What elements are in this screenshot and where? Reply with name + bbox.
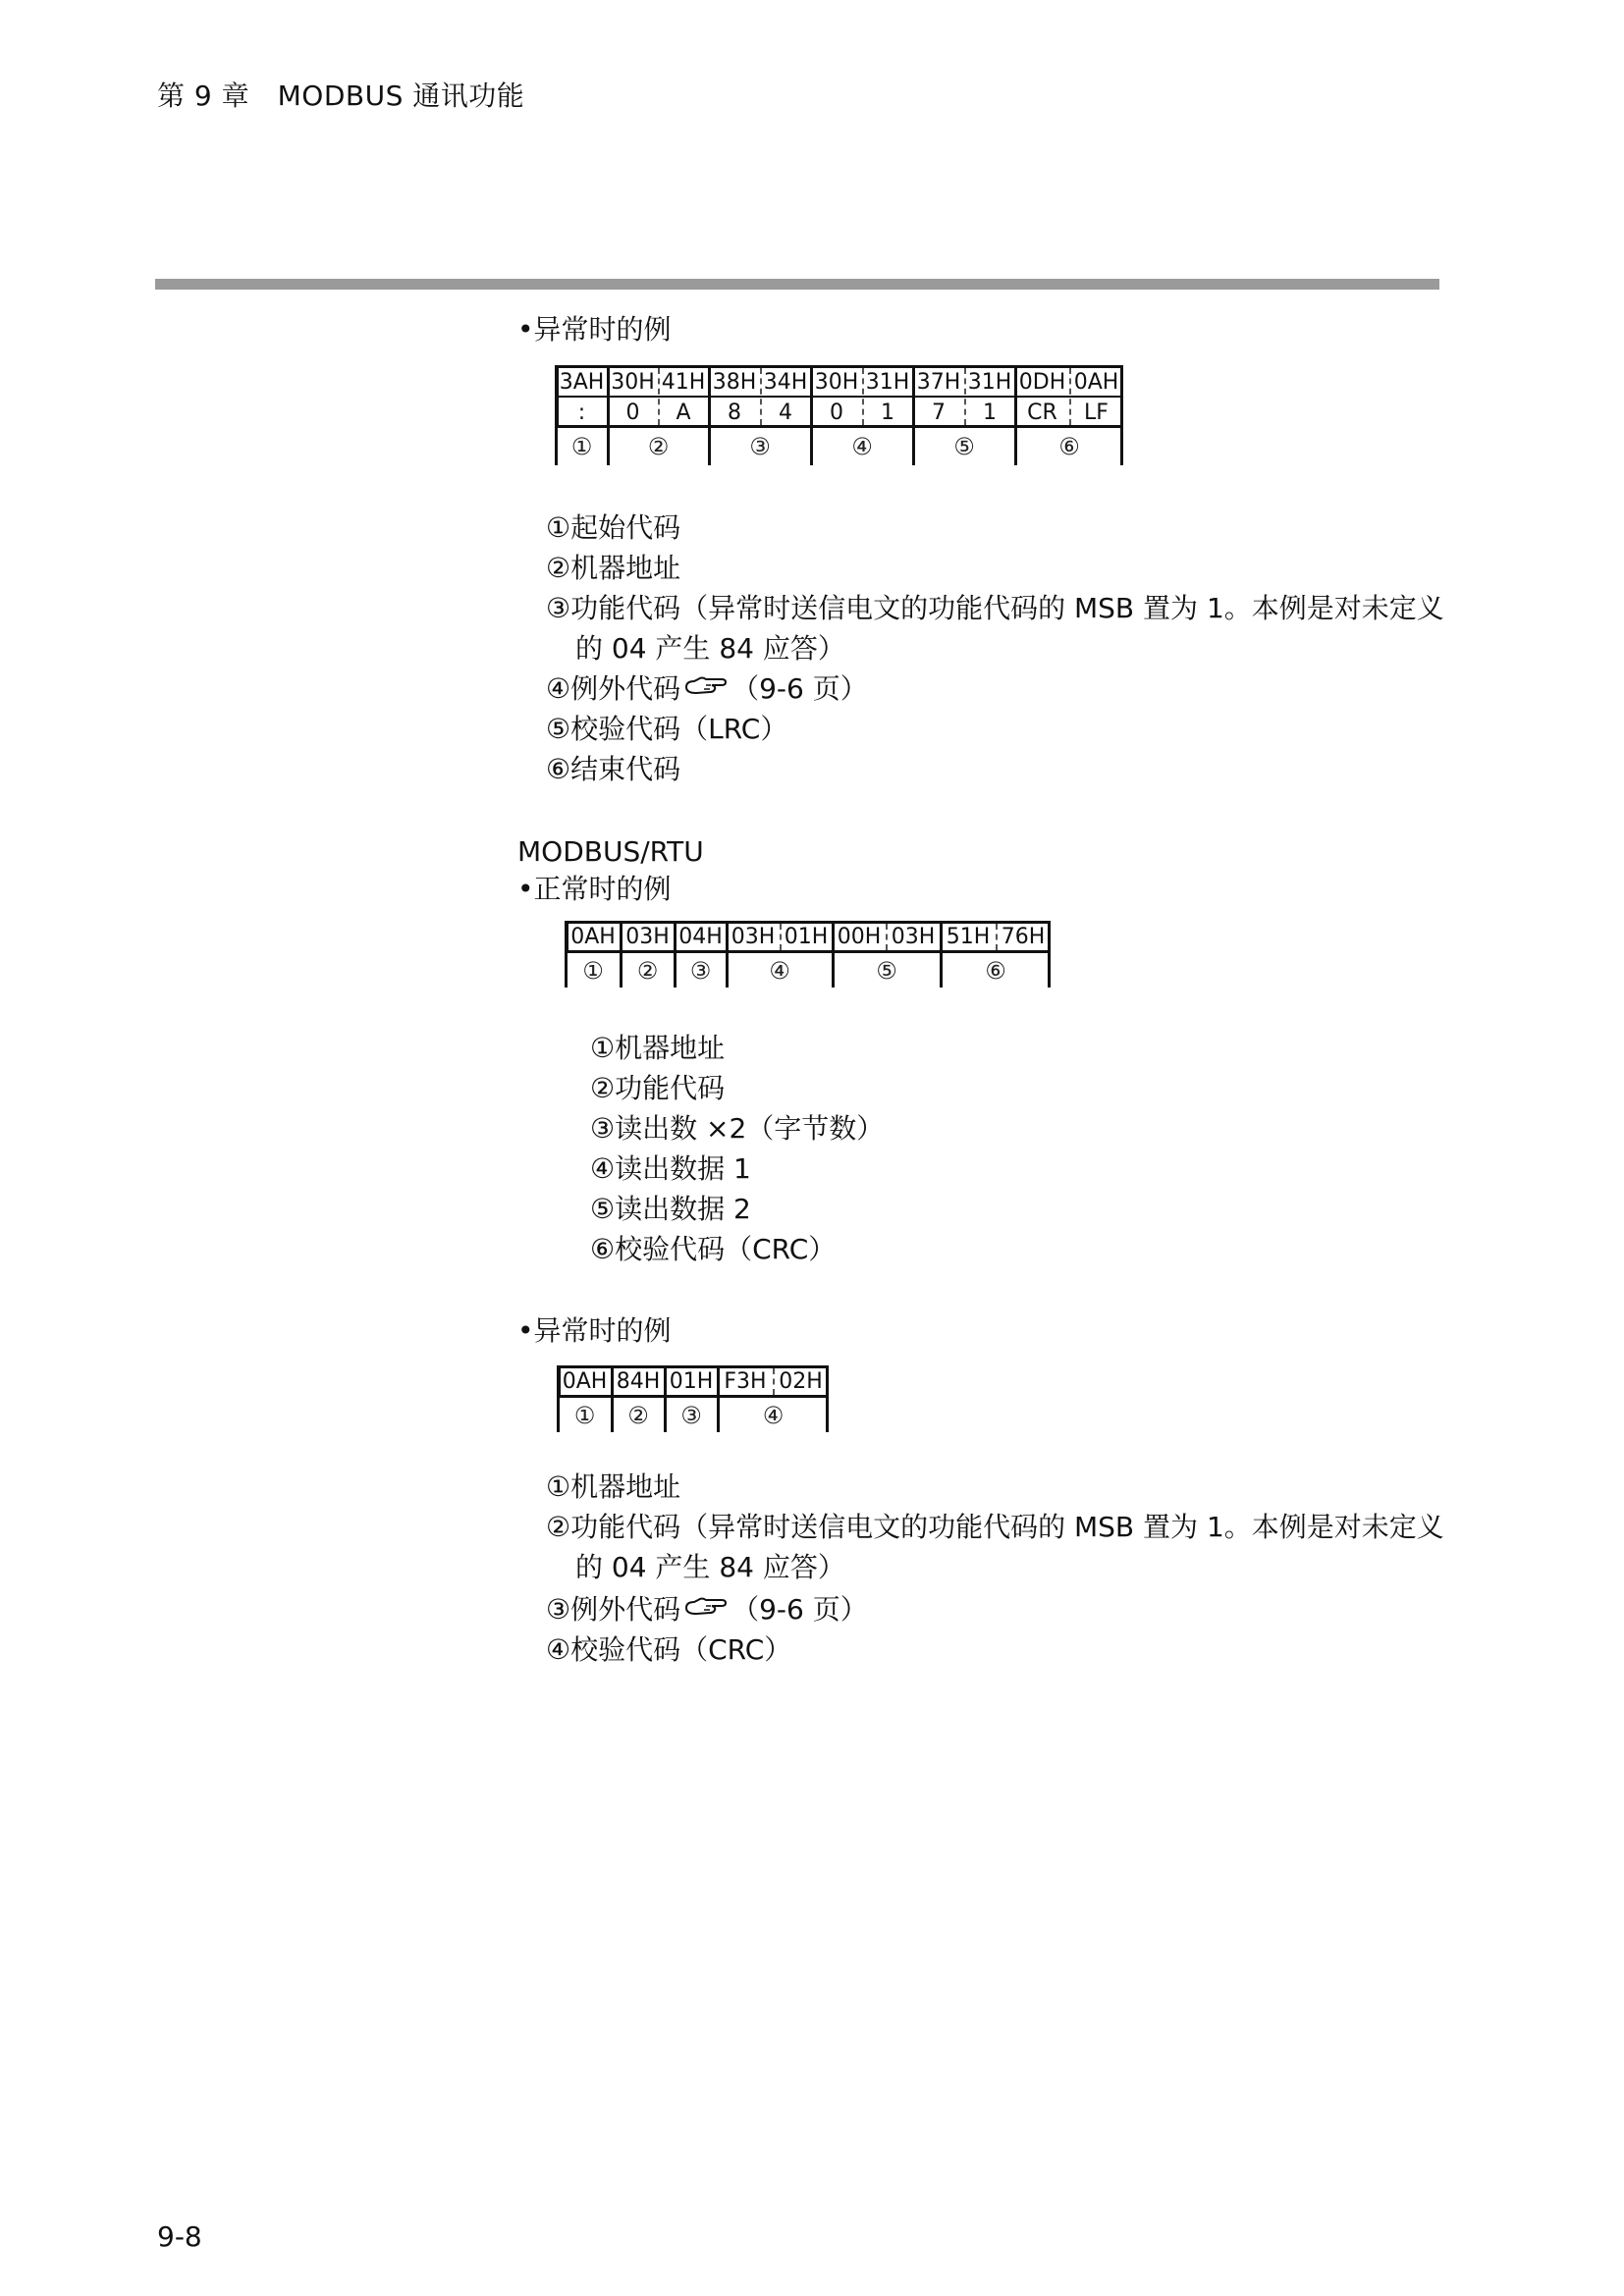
ascii-char-cell: 0 xyxy=(830,400,843,425)
legend-item: ④校验代码（CRC） xyxy=(546,1633,792,1666)
ascii-char-cell: 0 xyxy=(625,400,640,425)
ascii-hex-cell: 30H xyxy=(611,369,655,395)
frame-mark: ② xyxy=(627,1401,649,1429)
ascii-char-cell: 4 xyxy=(779,400,792,425)
ascii-char-cell: A xyxy=(676,400,691,425)
legend-item: ③读出数 ×2（字节数） xyxy=(590,1112,885,1145)
rtu-error-hex-cell: F3H xyxy=(724,1369,767,1394)
rtu-error-hex-cell: 0AH xyxy=(562,1369,608,1394)
rtu-hex-cell: 00H xyxy=(837,925,882,949)
legend-item: ⑤读出数据 2 xyxy=(590,1193,751,1225)
legend-item-with-ref: ④例外代码 （9-6 页） xyxy=(546,669,868,710)
frame-mark: ⑤ xyxy=(953,433,975,460)
rtu-error-hex-cell: 02H xyxy=(779,1369,823,1394)
frame-mark: ③ xyxy=(680,1401,702,1429)
legend-item: ③功能代码（异常时送信电文的功能代码的 MSB 置为 1。本例是对未定义 xyxy=(546,592,1444,624)
ascii-error-title: •异常时的例 xyxy=(517,313,672,346)
pointing-hand-icon xyxy=(684,670,728,710)
ascii-hex-cell: 0DH xyxy=(1018,369,1066,395)
legend-item: ⑥结束代码 xyxy=(546,753,681,785)
legend-item: ⑥校验代码（CRC） xyxy=(590,1233,837,1265)
legend-item: ①起始代码 xyxy=(546,511,681,544)
ascii-char-cell: CR xyxy=(1027,400,1057,425)
frame-mark: ④ xyxy=(762,1401,785,1429)
ascii-char-cell: 7 xyxy=(932,400,946,425)
ascii-char-cell: 8 xyxy=(728,400,741,425)
rtu-error-frame-table xyxy=(558,1365,829,1432)
rtu-hex-cell: 03H xyxy=(731,925,776,949)
rtu-error-title: •异常时的例 xyxy=(517,1314,672,1347)
rtu-error-hex-cell: 84H xyxy=(616,1369,661,1394)
frame-mark: ② xyxy=(636,956,659,985)
frame-mark: ① xyxy=(582,956,604,985)
frame-mark: ④ xyxy=(851,433,873,460)
rtu-hex-cell: 03H xyxy=(625,925,670,949)
ascii-char-cell: : xyxy=(577,400,586,425)
frame-mark: ⑥ xyxy=(1058,433,1080,460)
ascii-error-frame-table xyxy=(556,365,1123,465)
rtu-hex-cell: 01H xyxy=(784,925,829,949)
legend-item: ②机器地址 xyxy=(546,552,681,584)
ascii-hex-cell: 0AH xyxy=(1073,369,1119,395)
rtu-hex-cell: 04H xyxy=(678,925,723,949)
ascii-hex-cell: 34H xyxy=(763,369,808,395)
rtu-normal-title: •正常时的例 xyxy=(517,873,672,905)
legend-item: ②功能代码（异常时送信电文的功能代码的 MSB 置为 1。本例是对未定义 xyxy=(546,1511,1444,1543)
header-rule xyxy=(155,279,1439,290)
rtu-hex-cell: 51H xyxy=(946,925,991,949)
legend-item-with-ref: ③例外代码 （9-6 页） xyxy=(546,1590,868,1630)
frame-mark: ① xyxy=(570,433,593,460)
legend-item: 的 04 产生 84 应答） xyxy=(575,1551,845,1583)
legend-item: ①机器地址 xyxy=(546,1470,681,1503)
rtu-hex-cell: 0AH xyxy=(570,925,616,949)
rtu-error-hex-cell: 01H xyxy=(669,1369,714,1394)
ascii-hex-cell: 38H xyxy=(712,369,757,395)
page-number: 9-8 xyxy=(157,2220,202,2253)
rtu-hex-cell: 76H xyxy=(1001,925,1046,949)
ascii-hex-cell: 37H xyxy=(916,369,961,395)
rtu-normal-frame-table xyxy=(566,921,1051,988)
legend-item: 的 04 产生 84 应答） xyxy=(575,632,845,665)
frame-mark: ④ xyxy=(769,956,790,985)
ascii-hex-cell: 3AH xyxy=(559,369,605,395)
legend-item: ②功能代码 xyxy=(590,1072,726,1104)
ascii-hex-cell: 30H xyxy=(814,369,859,395)
rtu-heading: MODBUS/RTU xyxy=(517,835,704,868)
frame-mark: ③ xyxy=(749,433,771,460)
ascii-hex-cell: 31H xyxy=(865,369,910,395)
ascii-hex-cell: 31H xyxy=(967,369,1012,395)
rtu-hex-cell: 03H xyxy=(891,925,936,949)
ascii-char-cell: 1 xyxy=(983,400,997,425)
legend-item: ①机器地址 xyxy=(590,1032,726,1064)
frame-mark: ⑥ xyxy=(985,956,1006,985)
frame-mark: ⑤ xyxy=(876,956,897,985)
legend-item: ⑤校验代码（LRC） xyxy=(546,713,788,745)
frame-mark: ② xyxy=(647,433,670,460)
chapter-title: 第 9 章 MODBUS 通讯功能 xyxy=(157,80,525,112)
legend-item: ④读出数据 1 xyxy=(590,1152,751,1185)
frame-mark: ① xyxy=(573,1401,596,1429)
ascii-hex-cell: 41H xyxy=(661,369,706,395)
frame-mark: ③ xyxy=(689,956,712,985)
ascii-char-cell: 1 xyxy=(881,400,894,425)
pointing-hand-icon xyxy=(684,1591,728,1630)
ascii-char-cell: LF xyxy=(1084,400,1109,425)
